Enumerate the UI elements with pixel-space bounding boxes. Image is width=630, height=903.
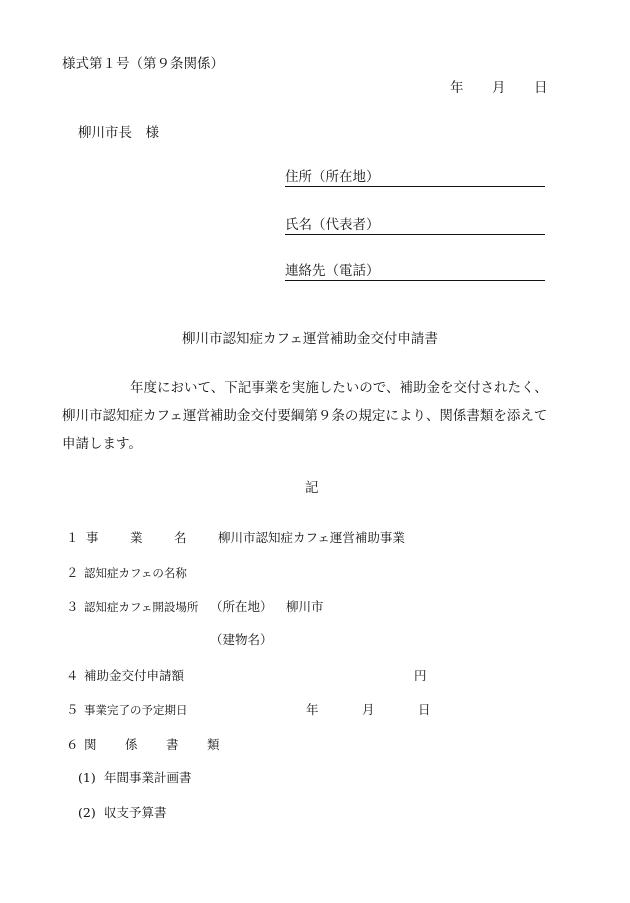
item1-label-char-3: 名 (174, 530, 187, 545)
applicant-name-label: 氏名（代表者） (285, 216, 380, 233)
attachment-1-number: (1) (78, 770, 96, 785)
applicant-contact-field[interactable] (285, 262, 545, 281)
item6-number: ６ (66, 737, 79, 752)
applicant-address-field[interactable] (285, 168, 545, 187)
attachment-2-number: (2) (78, 805, 96, 820)
item6-label-char-1: 関 (84, 737, 97, 752)
item4-number: ４ (66, 668, 79, 683)
date-year-label: 年 (450, 80, 464, 96)
document-title: 柳川市認知症カフェ運営補助金交付申請書 (182, 331, 438, 347)
item2-number: ２ (66, 565, 79, 580)
applicant-address-label: 住所（所在地） (285, 168, 380, 185)
attachment-1-label: 年間事業計画書 (104, 770, 192, 785)
item3-number: ３ (66, 599, 79, 614)
item6-label-char-2: 係 (125, 737, 138, 752)
attachment-2-label: 収支予算書 (104, 805, 167, 820)
body-line-1: 年度において、下記事業を実施したいので、補助金を交付されたく、 (130, 380, 548, 396)
form-number: 様式第１号（第９条関係） (62, 56, 224, 72)
item2-label: 認知症カフェの名称 (84, 566, 187, 580)
body-line-2: 柳川市認知症カフェ運営補助金交付要綱第９条の規定により、関係書類を添えて (62, 408, 548, 424)
item4-label: 補助金交付申請額 (84, 668, 185, 683)
applicant-contact-label: 連絡先（電話） (285, 262, 380, 279)
item5-month: 月 (362, 702, 375, 717)
addressee: 柳川市長 様 (78, 125, 159, 141)
item3-location-value: 柳川市 (286, 599, 324, 614)
item1-value: 柳川市認知症カフェ運営補助事業 (218, 530, 405, 545)
date-month-label: 月 (492, 80, 506, 96)
item4-unit: 円 (414, 668, 427, 683)
item6-label-char-4: 類 (207, 737, 220, 752)
ki-heading: 記 (305, 480, 319, 496)
item6-label-char-3: 書 (166, 737, 179, 752)
applicant-name-field[interactable] (285, 216, 545, 235)
item3-building-label: （建物名） (210, 632, 273, 647)
item5-label: 事業完了の予定期日 (84, 703, 188, 717)
item3-location-label: （所在地） (210, 599, 273, 614)
item1-label-char-1: 事 (86, 530, 99, 545)
date-day-label: 日 (534, 80, 548, 96)
item5-number: ５ (66, 702, 79, 717)
item5-year: 年 (306, 702, 319, 717)
item5-day: 日 (418, 702, 431, 717)
item1-label-char-2: 業 (130, 530, 143, 545)
body-paragraph (62, 374, 562, 458)
item3-label: 認知症カフェ開設場所 (84, 600, 199, 614)
body-line-3: 申請します。 (62, 436, 142, 452)
item1-number: １ (66, 530, 79, 545)
